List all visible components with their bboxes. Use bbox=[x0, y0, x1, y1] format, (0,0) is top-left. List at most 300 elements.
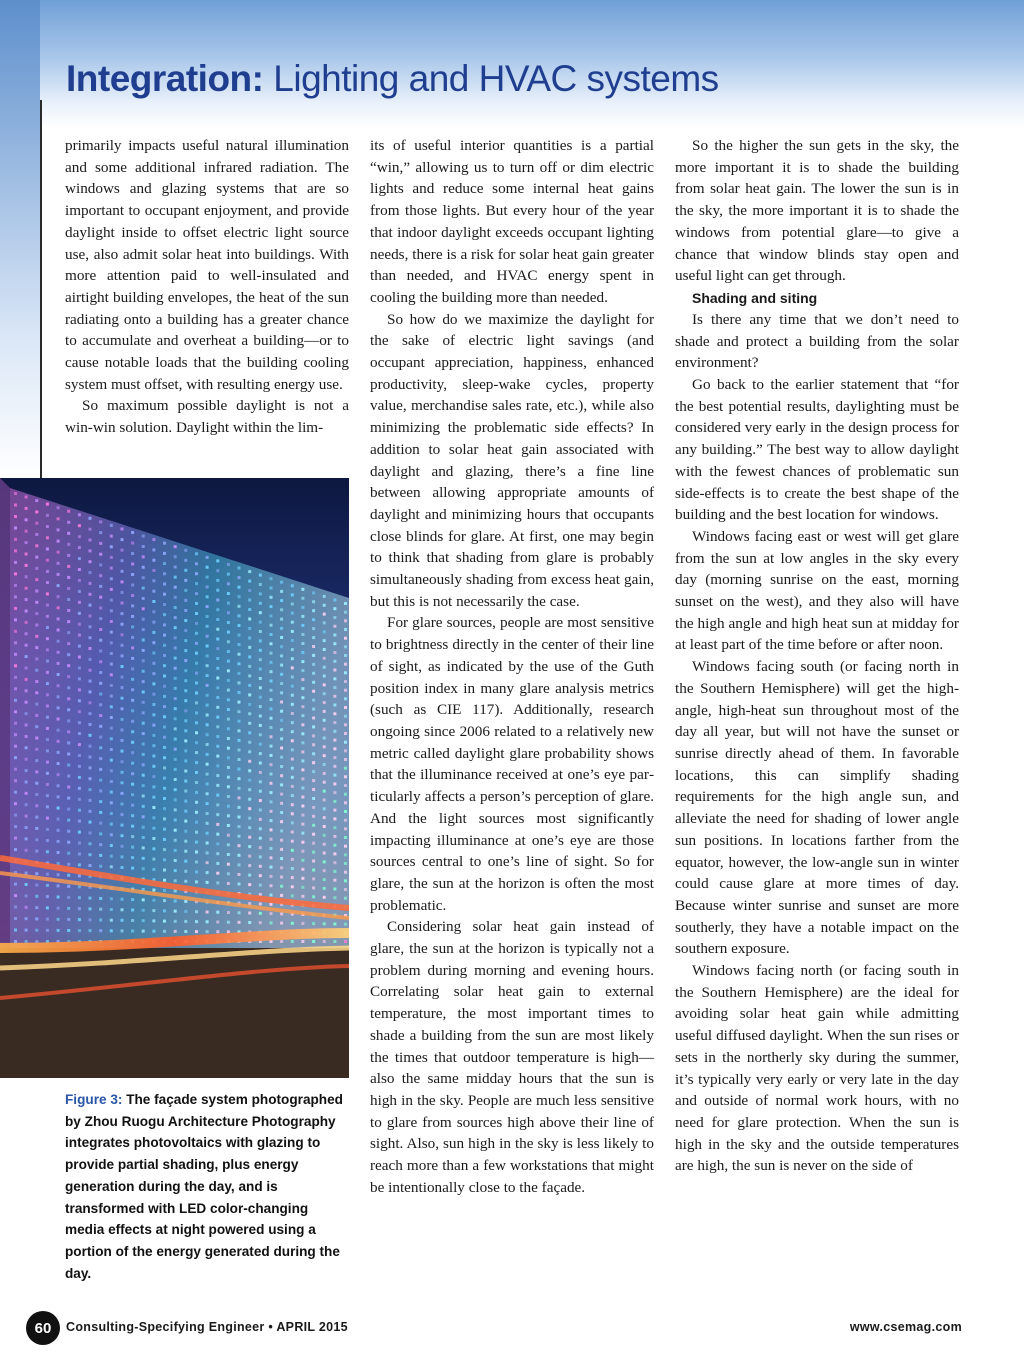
led-dot bbox=[301, 723, 304, 726]
led-dot bbox=[89, 658, 92, 661]
led-dot bbox=[270, 800, 273, 803]
led-dot bbox=[323, 710, 326, 713]
led-dot bbox=[121, 919, 124, 922]
led-dot bbox=[110, 865, 113, 868]
led-dot bbox=[142, 898, 145, 901]
led-dot bbox=[174, 657, 177, 660]
paragraph: Is there any time that we don’t need to shade and protect a building from the solar environment? bbox=[675, 310, 959, 372]
led-dot bbox=[174, 576, 177, 579]
led-dot bbox=[248, 855, 251, 858]
led-dot bbox=[312, 770, 315, 773]
led-dot bbox=[142, 639, 145, 642]
led-dot bbox=[14, 687, 17, 690]
led-dot bbox=[301, 705, 304, 708]
led-dot bbox=[259, 818, 262, 821]
led-dot bbox=[216, 794, 219, 797]
led-dot bbox=[184, 699, 187, 702]
led-dot bbox=[216, 657, 219, 660]
led-dot bbox=[270, 791, 273, 794]
led-dot bbox=[195, 701, 198, 704]
led-dot bbox=[333, 739, 336, 742]
led-dot bbox=[67, 609, 70, 612]
led-dot bbox=[184, 559, 187, 562]
led-dot bbox=[259, 799, 262, 802]
led-dot bbox=[312, 815, 315, 818]
caption-text: The façade system photographed by Zhou Ruogu Architecture Photography integrates photovoltaics with glazing to provide partial shading, plus energy generation during the day, and is transformed with LED color-changing media effects at night powered using a portion of the energy generated during the day. bbox=[65, 1092, 343, 1281]
led-dot bbox=[344, 836, 347, 839]
led-dot bbox=[248, 599, 251, 602]
led-dot bbox=[163, 715, 166, 718]
led-dot bbox=[174, 717, 177, 720]
led-dot bbox=[291, 876, 294, 879]
led-dot bbox=[227, 853, 230, 856]
led-dot bbox=[57, 528, 60, 531]
led-dot bbox=[206, 743, 209, 746]
led-dot bbox=[152, 569, 155, 572]
led-dot bbox=[344, 810, 347, 813]
led-dot bbox=[238, 863, 241, 866]
led-dot bbox=[14, 504, 17, 507]
led-dot bbox=[121, 855, 124, 858]
led-dot bbox=[163, 920, 166, 923]
led-dot bbox=[238, 595, 241, 598]
led-dot bbox=[57, 851, 60, 854]
led-dot bbox=[291, 621, 294, 624]
led-dot bbox=[25, 701, 28, 704]
led-dot bbox=[163, 736, 166, 739]
led-dot bbox=[25, 906, 28, 909]
led-dot bbox=[152, 693, 155, 696]
led-dot bbox=[195, 552, 198, 555]
led-dot bbox=[291, 593, 294, 596]
led-dot bbox=[216, 803, 219, 806]
led-dot bbox=[333, 826, 336, 829]
led-dot bbox=[46, 682, 49, 685]
led-dot bbox=[35, 895, 38, 898]
led-dot bbox=[35, 759, 38, 762]
led-dot bbox=[259, 762, 262, 765]
led-dot bbox=[184, 820, 187, 823]
led-dot bbox=[131, 898, 134, 901]
led-dot bbox=[89, 712, 92, 715]
led-dot bbox=[291, 639, 294, 642]
led-dot bbox=[14, 710, 17, 713]
led-dot bbox=[89, 723, 92, 726]
led-dot bbox=[206, 812, 209, 815]
led-dot bbox=[184, 719, 187, 722]
led-dot bbox=[323, 922, 326, 925]
led-dot bbox=[25, 541, 28, 544]
led-dot bbox=[238, 844, 241, 847]
led-dot bbox=[216, 716, 219, 719]
led-dot bbox=[110, 620, 113, 623]
led-dot bbox=[99, 908, 102, 911]
led-dot bbox=[25, 518, 28, 521]
led-dot bbox=[323, 621, 326, 624]
led-dot bbox=[301, 741, 304, 744]
led-dot bbox=[67, 598, 70, 601]
led-dot bbox=[99, 865, 102, 868]
led-dot bbox=[301, 805, 304, 808]
led-dot bbox=[35, 725, 38, 728]
led-dot bbox=[25, 575, 28, 578]
led-dot bbox=[184, 830, 187, 833]
led-dot bbox=[174, 586, 177, 589]
led-dot bbox=[14, 894, 17, 897]
led-dot bbox=[259, 611, 262, 614]
led-dot bbox=[35, 940, 38, 943]
led-dot bbox=[206, 654, 209, 657]
led-dot bbox=[46, 705, 49, 708]
led-dot bbox=[152, 703, 155, 706]
led-dot bbox=[25, 883, 28, 886]
led-dot bbox=[46, 570, 49, 573]
led-dot bbox=[344, 923, 347, 926]
led-dot bbox=[46, 648, 49, 651]
led-dot bbox=[14, 906, 17, 909]
led-dot bbox=[280, 839, 283, 842]
led-dot bbox=[57, 873, 60, 876]
led-dot bbox=[25, 758, 28, 761]
led-dot bbox=[57, 651, 60, 654]
led-dot bbox=[259, 649, 262, 652]
led-dot bbox=[142, 670, 145, 673]
led-dot bbox=[35, 838, 38, 841]
led-dot bbox=[291, 803, 294, 806]
led-dot bbox=[174, 646, 177, 649]
led-dot bbox=[301, 588, 304, 591]
led-dot bbox=[25, 507, 28, 510]
led-dot bbox=[344, 663, 347, 666]
led-dot bbox=[312, 609, 315, 612]
led-dot bbox=[333, 634, 336, 637]
led-dot bbox=[57, 695, 60, 698]
led-dot bbox=[227, 573, 230, 576]
led-dot bbox=[206, 714, 209, 717]
led-dot bbox=[227, 669, 230, 672]
led-dot bbox=[121, 676, 124, 679]
led-dot bbox=[291, 812, 294, 815]
led-dot bbox=[323, 781, 326, 784]
led-dot bbox=[312, 743, 315, 746]
led-dot bbox=[78, 776, 81, 779]
led-dot bbox=[152, 734, 155, 737]
led-dot bbox=[174, 819, 177, 822]
led-dot bbox=[99, 832, 102, 835]
led-dot bbox=[152, 600, 155, 603]
led-dot bbox=[57, 540, 60, 543]
led-dot bbox=[46, 850, 49, 853]
led-dot bbox=[301, 768, 304, 771]
led-dot bbox=[216, 706, 219, 709]
led-dot bbox=[259, 884, 262, 887]
led-dot bbox=[78, 721, 81, 724]
led-dot bbox=[67, 808, 70, 811]
led-dot bbox=[14, 733, 17, 736]
led-dot bbox=[163, 787, 166, 790]
led-dot bbox=[184, 930, 187, 933]
led-dot bbox=[46, 581, 49, 584]
led-dot bbox=[89, 625, 92, 628]
led-dot bbox=[35, 917, 38, 920]
led-dot bbox=[131, 531, 134, 534]
led-dot bbox=[333, 686, 336, 689]
led-dot bbox=[174, 778, 177, 781]
led-dot bbox=[312, 922, 315, 925]
led-dot bbox=[25, 712, 28, 715]
led-dot bbox=[57, 551, 60, 554]
led-dot bbox=[67, 532, 70, 535]
led-dot bbox=[163, 828, 166, 831]
led-dot bbox=[270, 912, 273, 915]
led-dot bbox=[238, 806, 241, 809]
led-dot bbox=[280, 747, 283, 750]
led-dot bbox=[174, 869, 177, 872]
led-dot bbox=[78, 798, 81, 801]
led-dot bbox=[142, 722, 145, 725]
led-dot bbox=[174, 910, 177, 913]
led-dot bbox=[195, 751, 198, 754]
led-dot bbox=[301, 850, 304, 853]
led-dot bbox=[291, 767, 294, 770]
led-dot bbox=[78, 831, 81, 834]
led-dot bbox=[99, 693, 102, 696]
led-dot bbox=[14, 595, 17, 598]
led-dot bbox=[121, 739, 124, 742]
led-dot bbox=[333, 704, 336, 707]
led-dot bbox=[259, 677, 262, 680]
led-dot bbox=[142, 597, 145, 600]
led-dot bbox=[344, 853, 347, 856]
led-dot bbox=[174, 829, 177, 832]
led-dot bbox=[14, 837, 17, 840]
led-dot bbox=[227, 679, 230, 682]
led-dot bbox=[248, 921, 251, 924]
led-dot bbox=[78, 524, 81, 527]
led-dot bbox=[291, 694, 294, 697]
led-dot bbox=[227, 756, 230, 759]
led-dot bbox=[344, 602, 347, 605]
led-dot bbox=[216, 569, 219, 572]
led-dot bbox=[35, 680, 38, 683]
led-dot bbox=[25, 746, 28, 749]
led-dot bbox=[280, 829, 283, 832]
led-dot bbox=[35, 884, 38, 887]
led-dot bbox=[131, 867, 134, 870]
led-dot bbox=[301, 714, 304, 717]
led-dot bbox=[25, 496, 28, 499]
led-dot bbox=[323, 657, 326, 660]
led-dot bbox=[174, 900, 177, 903]
led-dot bbox=[206, 684, 209, 687]
led-dot bbox=[280, 590, 283, 593]
led-dot bbox=[99, 553, 102, 556]
led-dot bbox=[163, 777, 166, 780]
led-dot bbox=[174, 555, 177, 558]
led-dot bbox=[14, 699, 17, 702]
led-dot bbox=[312, 654, 315, 657]
led-dot bbox=[206, 881, 209, 884]
led-dot bbox=[121, 729, 124, 732]
led-dot bbox=[67, 554, 70, 557]
led-dot bbox=[152, 837, 155, 840]
led-dot bbox=[280, 848, 283, 851]
led-dot bbox=[301, 868, 304, 871]
led-dot bbox=[333, 625, 336, 628]
led-dot bbox=[248, 731, 251, 734]
led-dot bbox=[14, 549, 17, 552]
led-dot bbox=[142, 628, 145, 631]
led-dot bbox=[46, 693, 49, 696]
led-dot bbox=[78, 732, 81, 735]
led-dot bbox=[344, 715, 347, 718]
led-dot bbox=[152, 579, 155, 582]
led-dot bbox=[57, 773, 60, 776]
led-dot bbox=[35, 770, 38, 773]
led-dot bbox=[280, 691, 283, 694]
led-dot bbox=[78, 907, 81, 910]
led-dot bbox=[25, 894, 28, 897]
led-dot bbox=[57, 807, 60, 810]
led-dot bbox=[14, 917, 17, 920]
led-dot bbox=[291, 630, 294, 633]
led-dot bbox=[206, 694, 209, 697]
led-dot bbox=[121, 750, 124, 753]
led-dot bbox=[195, 761, 198, 764]
led-dot bbox=[312, 869, 315, 872]
led-dot bbox=[333, 599, 336, 602]
led-dot bbox=[184, 840, 187, 843]
led-dot bbox=[344, 749, 347, 752]
led-dot bbox=[195, 582, 198, 585]
led-dot bbox=[227, 660, 230, 663]
led-dot bbox=[89, 539, 92, 542]
led-dot bbox=[280, 608, 283, 611]
led-dot bbox=[121, 549, 124, 552]
led-dot bbox=[323, 737, 326, 740]
led-dot bbox=[238, 662, 241, 665]
led-dot bbox=[67, 819, 70, 822]
led-dot bbox=[184, 689, 187, 692]
led-dot bbox=[248, 845, 251, 848]
led-dot bbox=[57, 640, 60, 643]
led-dot bbox=[14, 768, 17, 771]
led-dot bbox=[174, 738, 177, 741]
led-dot bbox=[216, 579, 219, 582]
led-dot bbox=[131, 594, 134, 597]
led-dot bbox=[142, 930, 145, 933]
led-dot bbox=[270, 773, 273, 776]
led-dot bbox=[323, 639, 326, 642]
led-dot bbox=[195, 861, 198, 864]
led-dot bbox=[67, 753, 70, 756]
led-dot bbox=[99, 811, 102, 814]
led-dot bbox=[238, 873, 241, 876]
led-dot bbox=[344, 871, 347, 874]
led-dot bbox=[195, 592, 198, 595]
led-dot bbox=[25, 632, 28, 635]
led-dot bbox=[270, 661, 273, 664]
led-dot bbox=[301, 832, 304, 835]
led-dot bbox=[46, 525, 49, 528]
led-dot bbox=[291, 894, 294, 897]
led-dot bbox=[25, 553, 28, 556]
led-dot bbox=[238, 634, 241, 637]
led-dot bbox=[89, 864, 92, 867]
led-dot bbox=[216, 608, 219, 611]
led-dot bbox=[57, 818, 60, 821]
led-dot bbox=[248, 693, 251, 696]
led-dot bbox=[344, 862, 347, 865]
led-dot bbox=[227, 863, 230, 866]
led-dot bbox=[89, 680, 92, 683]
led-dot bbox=[333, 660, 336, 663]
led-dot bbox=[78, 874, 81, 877]
led-dot bbox=[216, 755, 219, 758]
led-dot bbox=[14, 630, 17, 633]
led-dot bbox=[142, 732, 145, 735]
led-dot bbox=[344, 767, 347, 770]
led-dot bbox=[238, 624, 241, 627]
led-dot bbox=[121, 707, 124, 710]
led-dot bbox=[67, 510, 70, 513]
led-dot bbox=[206, 763, 209, 766]
led-dot bbox=[57, 606, 60, 609]
led-dot bbox=[301, 660, 304, 663]
led-dot bbox=[238, 921, 241, 924]
led-dot bbox=[227, 708, 230, 711]
led-dot bbox=[152, 559, 155, 562]
led-dot bbox=[206, 635, 209, 638]
led-dot bbox=[89, 810, 92, 813]
led-dot bbox=[195, 870, 198, 873]
led-dot bbox=[99, 607, 102, 610]
led-dot bbox=[174, 606, 177, 609]
led-dot bbox=[174, 677, 177, 680]
led-dot bbox=[131, 657, 134, 660]
led-dot bbox=[216, 842, 219, 845]
led-dot bbox=[344, 793, 347, 796]
led-dot bbox=[131, 825, 134, 828]
led-dot bbox=[301, 597, 304, 600]
led-dot bbox=[280, 756, 283, 759]
led-dot bbox=[344, 654, 347, 657]
led-dot bbox=[291, 840, 294, 843]
led-dot bbox=[163, 879, 166, 882]
led-dot bbox=[280, 673, 283, 676]
led-dot bbox=[78, 677, 81, 680]
led-dot bbox=[301, 877, 304, 880]
led-dot bbox=[174, 667, 177, 670]
led-dot bbox=[291, 721, 294, 724]
led-dot bbox=[206, 625, 209, 628]
led-dot bbox=[142, 867, 145, 870]
led-dot bbox=[174, 839, 177, 842]
led-dot bbox=[195, 880, 198, 883]
led-dot bbox=[238, 586, 241, 589]
led-dot bbox=[238, 911, 241, 914]
led-dot bbox=[131, 814, 134, 817]
led-dot bbox=[270, 596, 273, 599]
paragraph: Windows facing south (or facing north in the Southern Hemisphere) will get the high-angle, high-heat sun throughout most of the day all year, but will not have the sunset or sunrise directly ahead of them. In favorable locations, this can simplify shading requirements for the high angle sun, and alleviate the need for shading of lower angle sun positions. In locations farther from the equator, however, the low-angle sun in winter could cause glare at more times of day. Because winter sunrise and sunset are more southerly, they have a notable impact on the southern exposure. bbox=[675, 658, 959, 958]
led-dot bbox=[46, 929, 49, 932]
led-dot bbox=[35, 691, 38, 694]
led-dot bbox=[259, 630, 262, 633]
led-dot bbox=[25, 929, 28, 932]
paragraph: Go back to the earlier statement that “for the best potential results, daylighting must be considered very early in the design process for any building.” The best way to allow daylight with the fewest chances of problematic sun side-effects is to create the best shape of the building and the best location for windows. bbox=[675, 376, 959, 524]
led-dot bbox=[78, 896, 81, 899]
led-dot bbox=[344, 697, 347, 700]
